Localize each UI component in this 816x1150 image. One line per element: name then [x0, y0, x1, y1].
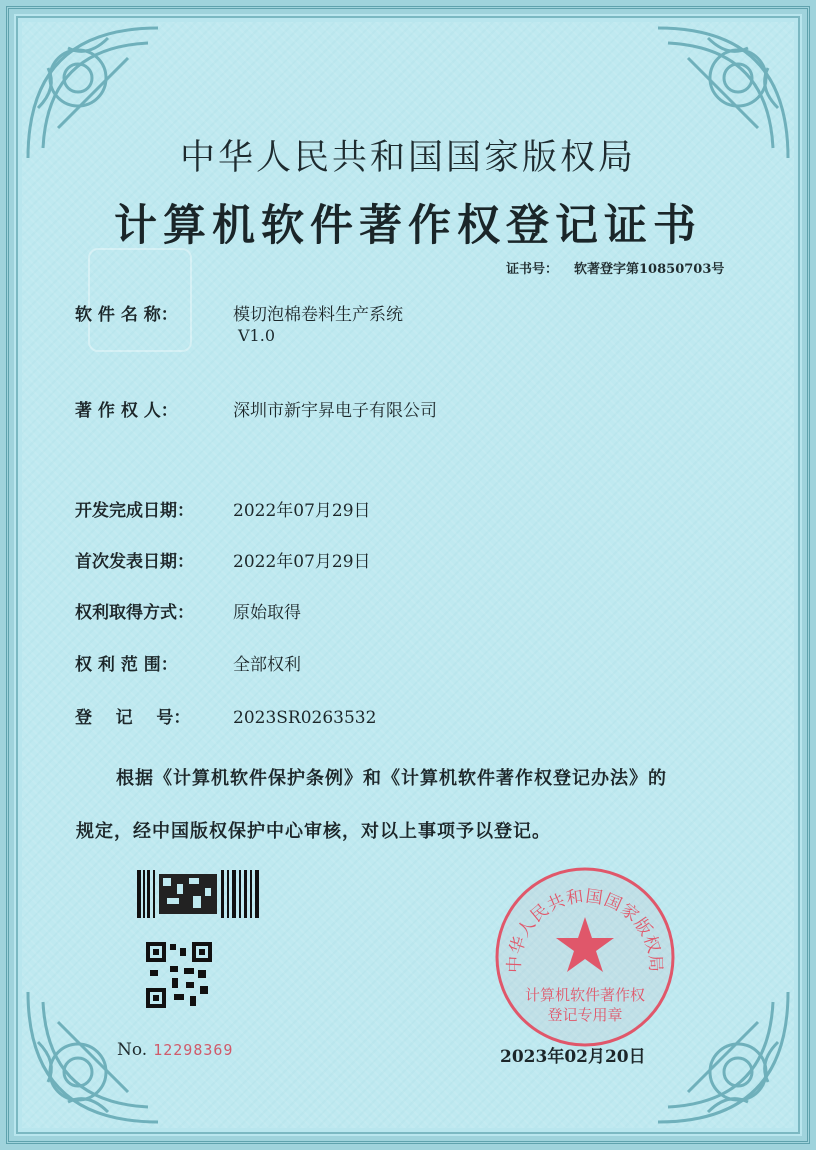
scope-label: 权 利 范 围： — [75, 655, 178, 675]
serial-value: 12298369 — [153, 1041, 234, 1059]
statement-line-1: 根据《计算机软件保护条例》和《计算机软件著作权登记办法》的 — [116, 768, 667, 789]
serial-number — [117, 1040, 233, 1060]
publish-date-value: 2022年07月29日 — [233, 552, 371, 572]
statement-line-2: 规定，经中国版权保护中心审核，对以上事项予以登记。 — [76, 821, 551, 842]
barcode-icon — [137, 870, 263, 918]
publish-date-row — [75, 547, 371, 572]
seal-text-line-2: 登记专用章 — [547, 1006, 623, 1024]
owner-row — [75, 396, 437, 421]
scope-value: 全部权利 — [233, 655, 301, 675]
seal-text-line-1: 计算机软件著作权 — [524, 986, 646, 1004]
acquisition-row — [75, 598, 301, 623]
software-version-value: V1.0 — [238, 326, 275, 345]
owner-value: 深圳市新宇昇电子有限公司 — [233, 401, 437, 421]
dev-date-label: 开发完成日期： — [75, 501, 194, 521]
qr-code-icon — [146, 942, 212, 1008]
certificate-title: 计算机软件著作权登记证书 — [114, 201, 702, 251]
serial-prefix: No. — [117, 1040, 148, 1060]
software-name-row — [75, 300, 403, 325]
registration-number-value: 2023SR0263532 — [233, 708, 377, 728]
certificate-number-label: 证书号： — [506, 262, 559, 277]
dev-date-row — [75, 496, 371, 521]
publish-date-label: 首次发表日期： — [75, 552, 194, 572]
registration-number-row — [75, 703, 376, 728]
registration-number-label: 登 记 号： — [75, 708, 191, 728]
acquisition-value: 原始取得 — [233, 603, 301, 623]
seal-arc-text: 中华人民共和国国家版权局 — [504, 886, 666, 974]
certificate-number-value: 软著登字第10850703号 — [574, 262, 725, 277]
certificate-number — [506, 258, 724, 277]
owner-label: 著 作 权 人： — [75, 401, 178, 421]
software-name-label: 软 件 名 称： — [75, 305, 178, 325]
greek-key-border-inner — [16, 16, 800, 1134]
issuing-authority: 中华人民共和国国家版权局 — [179, 138, 636, 178]
acquisition-label: 权利取得方式： — [75, 603, 194, 623]
dev-date-value: 2022年07月29日 — [233, 501, 371, 521]
official-seal-icon — [490, 862, 680, 1052]
software-name-value: 模切泡棉卷料生产系统 — [233, 305, 403, 325]
scope-row — [75, 650, 301, 675]
issue-date: 2023年02月20日 — [500, 1047, 646, 1067]
